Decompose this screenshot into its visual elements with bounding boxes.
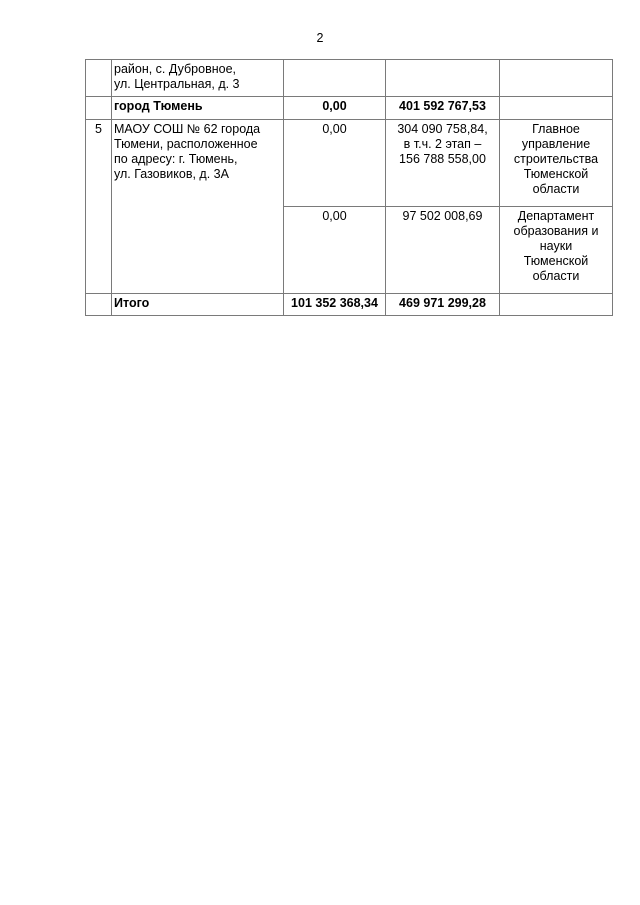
amount-1: 101 352 368,34 (284, 294, 386, 316)
amount-2 (386, 60, 500, 97)
page-number: 2 (316, 31, 324, 45)
recipient (500, 60, 613, 97)
object-name: Итого (112, 294, 284, 316)
table-row (86, 60, 613, 97)
table-row (86, 294, 613, 316)
row-number (86, 60, 112, 97)
table-row (86, 97, 613, 120)
amount-2: 97 502 008,69 (386, 207, 500, 294)
row-number (86, 294, 112, 316)
amount-2: 401 592 767,53 (386, 97, 500, 120)
amount-1: 0,00 (284, 207, 386, 294)
recipient (500, 97, 613, 120)
amount-2: 469 971 299,28 (386, 294, 500, 316)
recipient (500, 294, 613, 316)
funding-table (85, 59, 613, 316)
amount-1: 0,00 (284, 120, 386, 207)
amount-1 (284, 60, 386, 97)
row-number (86, 97, 112, 120)
amount-1: 0,00 (284, 97, 386, 120)
row-number: 5 (86, 120, 112, 294)
object-name: район, с. Дубровное, ул. Центральная, д. 3 (112, 60, 284, 97)
recipient: Департамент образования и науки Тюменской области (500, 207, 613, 294)
object-name: МАОУ СОШ № 62 города Тюмени, расположенное по адресу: г. Тюмень, ул. Газовиков, д. 3А (112, 120, 284, 294)
object-name: город Тюмень (112, 97, 284, 120)
amount-2: 304 090 758,84, в т.ч. 2 этап – 156 788 558,00 (386, 120, 500, 207)
table-row (86, 120, 613, 207)
recipient: Главное управление строительства Тюменской области (500, 120, 613, 207)
